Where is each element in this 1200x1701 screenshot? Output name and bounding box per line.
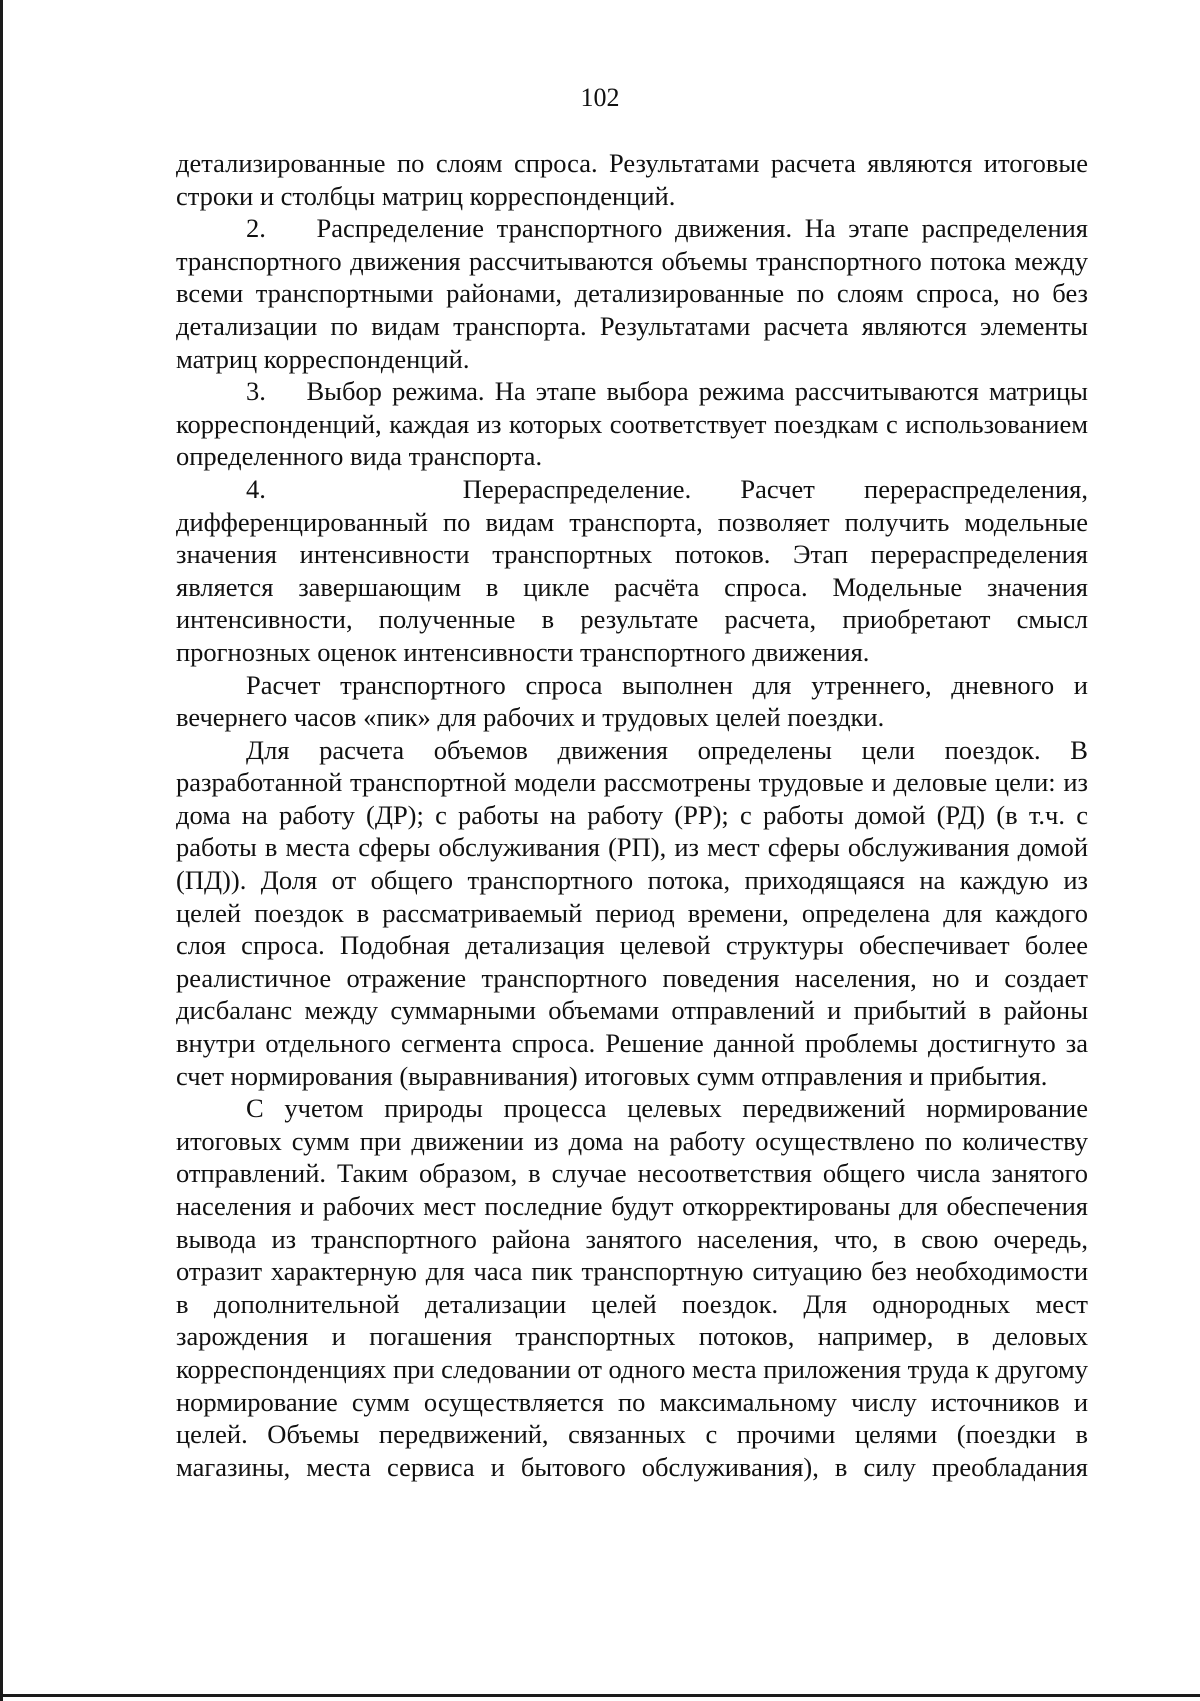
paragraph-item-3: 3. Выбор режима. На этапе выбора режима рассчитываются матрицы корреспонденций, каждая из которых соответствует поездкам с использованием определенного вида транспорта.: [176, 376, 1088, 472]
paragraph-trip-purposes: Для расчета объемов движения определены цели поездок. В разработанной транспортной модели рассмотрены трудовые и деловые цели: из дома на работу (ДР); с работы на работу (РР); с работы домой (РД) (в т.ч. с работы в места сферы обслуживания (РП), из мест сферы обслуживания домой (ПД)). Доля от общего транспортного потока, приходящаяся на каждую из целей поездок в рассматриваемый период времени, определена для каждого слоя спроса. Подобная детализация целевой структуры обеспечивает более реалистичное отражение транспортного поведения населения, но и создает дисбаланс между суммарными объемами отправлений и прибытий в районы внутри отдельного сегмента спроса. Решение данной проблемы достигнуто за счет нормирования (выравнивания) итоговых сумм отправления и прибытия.: [176, 734, 1088, 1091]
paragraph-item-2: 2. Распределение транспортного движения. На этапе распределения транспортного движения рассчитываются объемы транспортного потока между всеми транспортными районами, детализированные по слоям спроса, но без детализации по видам транспорта. Результатами расчета являются элементы матриц корреспонденций.: [176, 213, 1088, 374]
document-body: [176, 147, 1088, 1483]
paragraph-item-4: 4. Перераспределение. Расчет перераспределения, дифференцированный по видам транспорта, позволяет получить модельные значения интенсивности транспортных потоков. Этап перераспределения является завершающим в цикле расчёта спроса. Модельные значения интенсивности, полученные в результате расчета, приобретают смысл прогнозных оценок интенсивности транспортного движения.: [176, 473, 1088, 667]
paragraph-normalization: С учетом природы процесса целевых передвижений нормирование итоговых сумм при движении из дома на работу осуществлено по количеству отправлений. Таким образом, в случае несоответствия общего числа занятого населения и рабочих мест последние будут откорректированы для обеспечения вывода из транспортного района занятого населения, что, в свою очередь, отразит характерную для часа пик транспортную ситуацию без необходимости в дополнительной детализации целей поездок. Для однородных мест зарождения и погашения транспортных потоков, например, в деловых корреспонденциях при следовании от одного места приложения труда к другому нормирование сумм осуществляется по максимальному числу источников и целей. Объемы передвижений, связанных с прочими целями (поездки в магазины, места сервиса и бытового обслуживания), в силу преобладания: [176, 1093, 1088, 1482]
scan-bottom-edge: [0, 1694, 1200, 1697]
paragraph-demand-calculation: Расчет транспортного спроса выполнен для утреннего, дневного и вечернего часов «пик» для рабочих и трудовых целей поездки.: [176, 669, 1088, 733]
page-number: 102: [580, 83, 620, 112]
paragraph-continuation: детализированные по слоям спроса. Результатами расчета являются итоговые строки и столбцы матриц корреспонденций.: [176, 148, 1088, 211]
scan-left-edge: [0, 0, 3, 1701]
